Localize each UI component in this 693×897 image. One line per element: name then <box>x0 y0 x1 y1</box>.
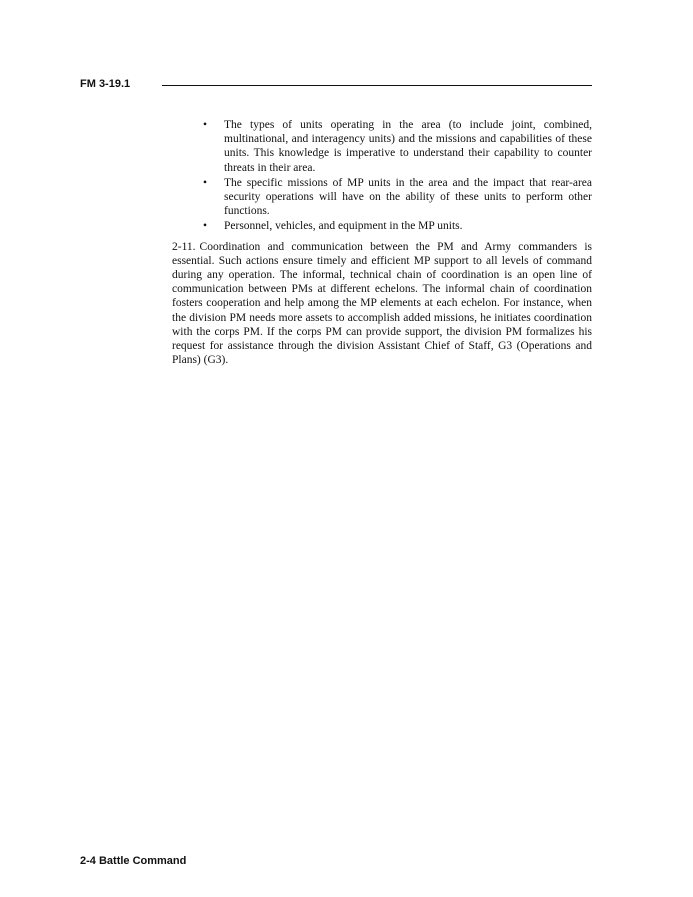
page-header <box>80 77 592 93</box>
paragraph-text: Coordination and communication between the PM and Army commanders is essential. Such actions ensure timely and efficient MP support to all levels of command during any operation. The informal, technical chain of coordination is an open line of communication between PMs at different echelons. The informal chain of coordination fosters cooperation and help among the MP elements at each echelon. For instance, when the division PM needs more assets to accomplish added missions, he initiates coordination with the corps PM. If the corps PM can provide support, the division PM formalizes his request for assistance through the division Assistant Chief of Staff, G3 (Operations and Plans) (G3). <box>172 240 592 367</box>
header-title: FM 3-19.1 <box>80 78 131 90</box>
paragraph-number: 2-11. <box>172 240 196 253</box>
footer-page-number: 2-4 <box>80 855 96 867</box>
footer-chapter-title: Battle Command <box>98 855 187 867</box>
bullet-list <box>172 118 592 234</box>
paragraph-2-11 <box>172 240 592 368</box>
bullet-text: Personnel, vehicles, and equipment in the MP units. <box>224 220 463 233</box>
bullet-dot-icon: • <box>203 119 208 131</box>
header-rule <box>162 85 592 86</box>
bullet-dot-icon: • <box>203 220 208 233</box>
bullet-dot-icon: • <box>203 176 208 189</box>
bullet-item-personnel <box>172 219 592 233</box>
bullet-item-specific-missions <box>172 176 592 219</box>
main-content <box>172 118 592 367</box>
page-footer <box>80 854 186 868</box>
bullet-text: The specific missions of MP units in the area and the impact that rear-area security operations will have on the ability of these units to perform other functions. <box>224 176 592 218</box>
bullet-item-unit-types <box>172 118 592 175</box>
bullet-text: The types of units operating in the area (to include joint, combined, multinational, and interagency units) and the missions and capabilities of these units. This knowledge is imperative to understand their capability to counter threats in their area. <box>224 119 592 174</box>
